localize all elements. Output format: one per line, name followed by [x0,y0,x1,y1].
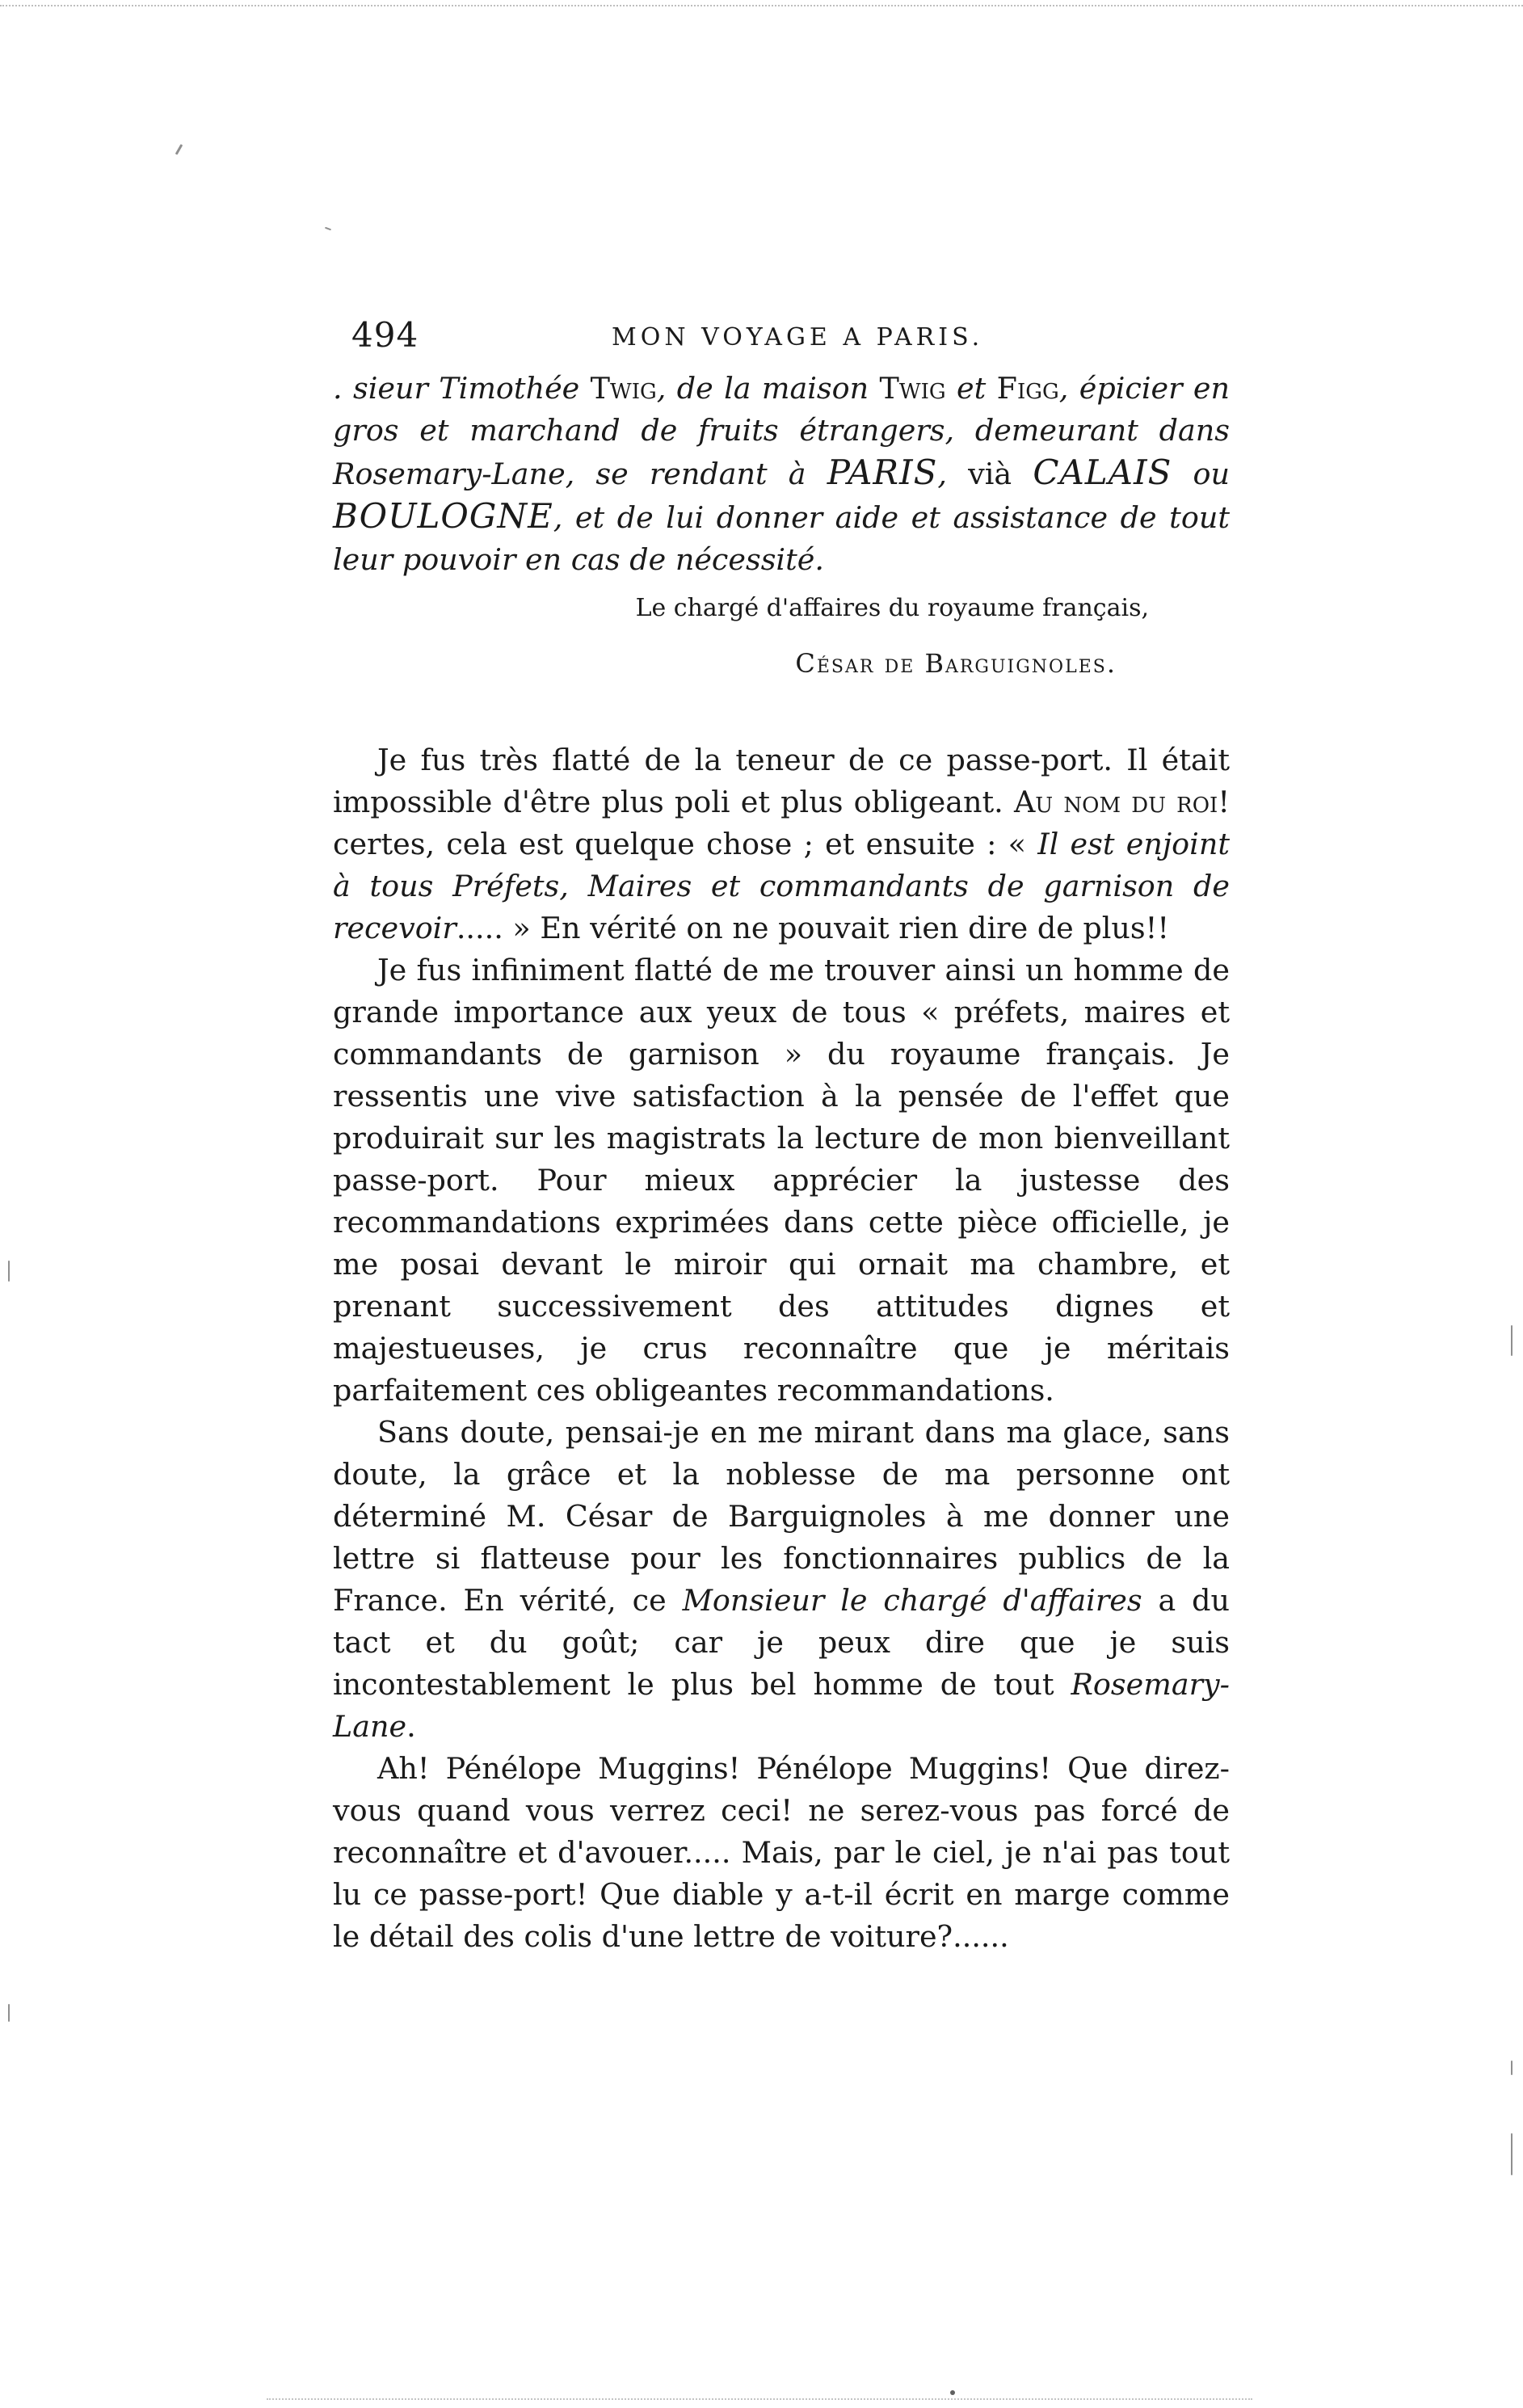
paragraph: Ah! Pénélope Muggins! Pénélope Muggins! Que direz-vous quand vous verrez ceci! ne serez-vous pas forcé de reconnaître et d'avouer..... Mais, par le ciel, je n'ai pas tout lu ce passe-port! Que diable y a-t-il écrit en marge comme le détail des colis d'une lettre de voiture?...... [333,1751,1230,1954]
scan-speck [1511,2133,1512,2175]
name-twig: Twig [590,371,657,406]
signature-title: Le chargé d'affaires du royaume français, [635,594,1149,622]
top-edge-scan-artifact [0,0,1523,6]
scan-speck [175,144,183,155]
signature-name: César de Barguignoles. [795,648,1117,679]
text-run: , et de lui donner aide et assistance de tout leur pouvoir en cas de nécessité. [333,500,1230,577]
bottom-edge-scan-artifact [267,2398,1252,2403]
text-run: Rosemary-Lane [333,1667,1230,1744]
scan-speck [8,2004,10,2022]
name-figg: Figg [996,371,1059,406]
text-run: Monsieur le chargé d'affaires [682,1583,1142,1618]
text-run: Il est enjoint à tous Préfets, Maires et commandants de garnison de recevoir [333,827,1230,945]
paragraph [333,1412,1230,1748]
name-twig: Twig [879,371,946,406]
running-title: MON VOYAGE A PARIS. [612,323,984,352]
text-run [1012,457,1033,491]
page-number: 494 [351,315,419,355]
text-run: ou [1172,457,1230,491]
scan-speck [1511,2061,1512,2075]
text-run: Au nom du roi [1013,785,1218,819]
text-run: . [406,1709,416,1744]
text-run: Sans doute, pensai-je en me mirant dans ma glace, sans doute, la grâce et la noblesse de ma personne ont déterminé M. César de Barguignoles à me donner une lettre si flatteuse pour les fonctionnaires publics de la France. En vérité, ce [333,1415,1230,1618]
running-head [351,315,1224,360]
paragraph [333,739,1230,949]
continued-passport-text [333,368,1230,581]
text-run: Je fus très flatté de la teneur de ce passe-port. Il était impossible d'être plus poli et plus obligeant. [333,743,1230,819]
text-run: , de la maison [656,371,880,406]
text-run: ..... » En vérité on ne pouvait rien dire de plus!! [456,911,1169,945]
text-run: et [945,371,997,406]
text-run: . sieur Timothée [333,371,591,406]
paragraph: Je fus infiniment flatté de me trouver ainsi un homme de grande importance aux yeux de tous « préfets, maires et commandants de garnison » du royaume français. Je ressentis une vive satisfaction à la pensée de l'effet que produirait sur les magistrats la lecture de mon bienveillant passe-port. Pour mieux apprécier la justesse des recommandations exprimées dans cette pièce officielle, je me posai devant le miroir qui ornait ma chambre, et prenant successivement des attitudes dignes et majestueuses, je crus reconnaître que je méritais parfaitement ces obligeantes recommandations. [333,953,1230,1408]
text-run: vià [968,457,1012,491]
text-run: , épicier en gros et marchand de fruits étrangers, demeurant dans Rosemary-Lane, se rendant à [333,371,1231,491]
scan-speck [950,2390,955,2395]
scan-speck [1511,1325,1512,1356]
text-run: a du tact et du goût; car je peux dire que je suis incontestablement le plus bel homme de tout [333,1583,1230,1702]
city-paris: PARIS [827,453,938,492]
city-calais: CALAIS [1033,453,1172,492]
body-text [333,368,1230,1958]
scan-speck [325,227,331,231]
text-run: , [937,457,969,491]
text-run: ! certes, cela est quelque chose ; et ensuite : « [333,785,1230,861]
city-boulogne: BOULOGNE [333,496,553,536]
scan-speck [8,1261,10,1282]
